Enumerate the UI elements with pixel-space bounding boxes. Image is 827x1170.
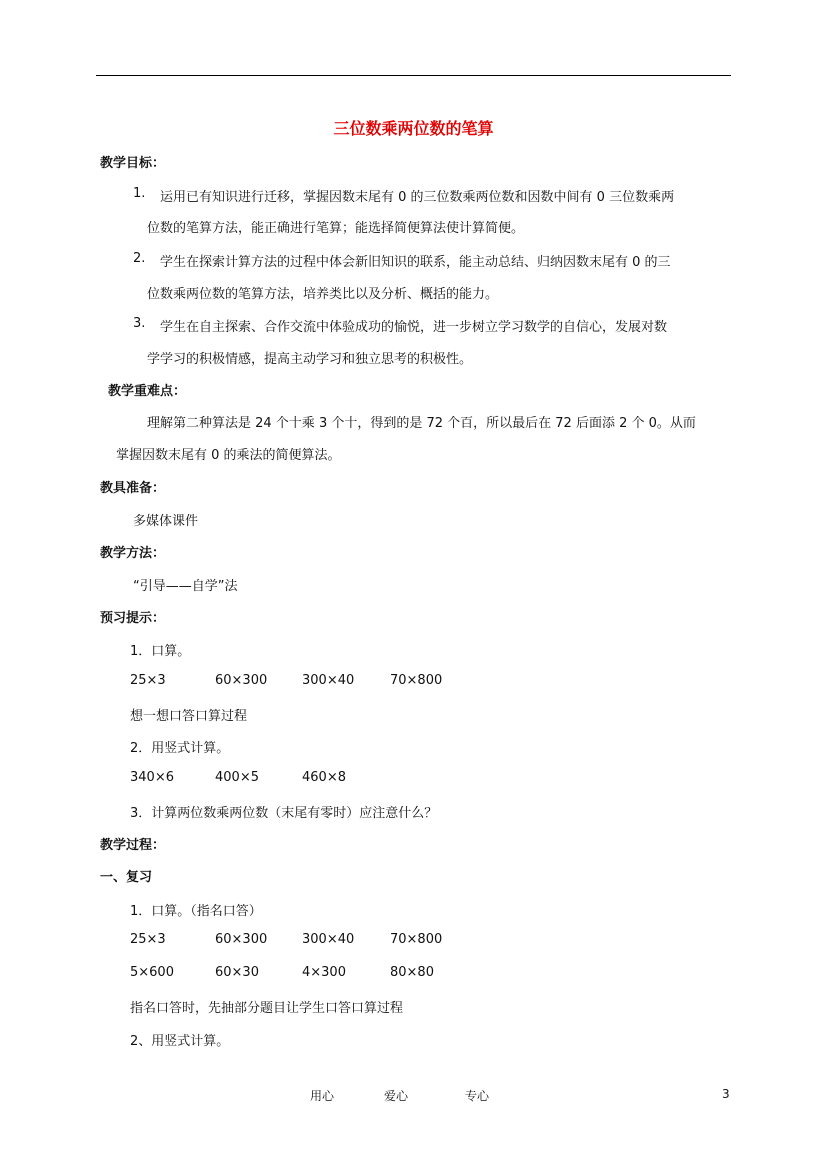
goal-3-line1: 学生在自主探索、合作交流中体验成功的愉悦，进一步树立学习数学的自信心，发展对数 bbox=[160, 320, 668, 335]
goals-heading: 教学目标： bbox=[100, 156, 166, 171]
footer-word: 爱心 bbox=[384, 1089, 409, 1103]
key-points-line1: 理解第二种算法是 24 个十乘 3 个十，得到的是 72 个百，所以最后在 72 后面添 2 个 0。从而 bbox=[147, 416, 696, 431]
header-rule bbox=[96, 75, 731, 76]
expression: 5×600 bbox=[130, 965, 174, 980]
expression: 60×300 bbox=[215, 673, 268, 688]
goal-2-line1: 学生在探索计算方法的过程中体会新旧知识的联系，能主动总结、归纳因数末尾有 0 的三 bbox=[160, 255, 671, 270]
preview-heading: 预习提示： bbox=[100, 611, 166, 626]
expression: 80×80 bbox=[390, 965, 434, 980]
expression: 25×3 bbox=[130, 673, 166, 688]
goal-1-number: 1. bbox=[133, 186, 146, 201]
expression: 460×8 bbox=[302, 770, 346, 785]
expression: 300×40 bbox=[302, 673, 355, 688]
preview-item-2: 2．用竖式计算。 bbox=[130, 741, 230, 756]
page-number: 3 bbox=[722, 1087, 730, 1101]
goal-3-number: 3. bbox=[133, 316, 146, 331]
goal-1-line1: 运用已有知识进行迁移，掌握因数末尾有 0 的三位数乘两位数和因数中间有 0 三位数乘两 bbox=[160, 190, 675, 205]
preview-item-3: 3．计算两位数乘两位数（末尾有零时）应注意什么？ bbox=[130, 806, 438, 821]
expression: 70×800 bbox=[390, 673, 443, 688]
expression: 60×30 bbox=[215, 965, 259, 980]
preview-think: 想一想口答口算过程 bbox=[130, 709, 248, 724]
goal-2-number: 2. bbox=[133, 251, 146, 266]
expression: 400×5 bbox=[215, 770, 259, 785]
tools-heading: 教具准备： bbox=[100, 481, 166, 496]
method-text: “引导——自学”法 bbox=[133, 579, 238, 594]
expression: 340×6 bbox=[130, 770, 174, 785]
goal-1-line2: 位数的笔算方法，能正确进行笔算；能选择简便算法使计算简便。 bbox=[147, 221, 525, 236]
expression: 70×800 bbox=[390, 932, 443, 947]
goal-2-line2: 位数乘两位数的笔算方法，培养类比以及分析、概括的能力。 bbox=[147, 287, 499, 302]
process-section-1: 一、复习 bbox=[100, 870, 153, 885]
key-points-heading: 教学重难点： bbox=[108, 384, 187, 399]
footer-word: 用心 bbox=[310, 1089, 335, 1103]
expression: 300×40 bbox=[302, 932, 355, 947]
preview-item-1: 1．口算。 bbox=[130, 644, 191, 659]
process-item-1: 1．口算。（指名口答） bbox=[130, 904, 262, 919]
key-points-line2: 掌握因数末尾有 0 的乘法的简便算法。 bbox=[116, 448, 341, 463]
expression: 25×3 bbox=[130, 932, 166, 947]
tools-text: 多媒体课件 bbox=[133, 514, 199, 529]
expression: 60×300 bbox=[215, 932, 268, 947]
method-heading: 教学方法： bbox=[100, 546, 166, 561]
expression: 4×300 bbox=[302, 965, 346, 980]
process-note: 指名口答时，先抽部分题目让学生口答口算过程 bbox=[130, 1001, 404, 1016]
process-heading: 教学过程： bbox=[100, 838, 166, 853]
document-title: 三位数乘两位数的笔算 bbox=[333, 119, 494, 138]
footer-word: 专心 bbox=[465, 1089, 490, 1103]
goal-3-line2: 学学习的积极情感，提高主动学习和独立思考的积极性。 bbox=[147, 352, 473, 367]
process-item-2: 2、用竖式计算。 bbox=[130, 1034, 230, 1049]
